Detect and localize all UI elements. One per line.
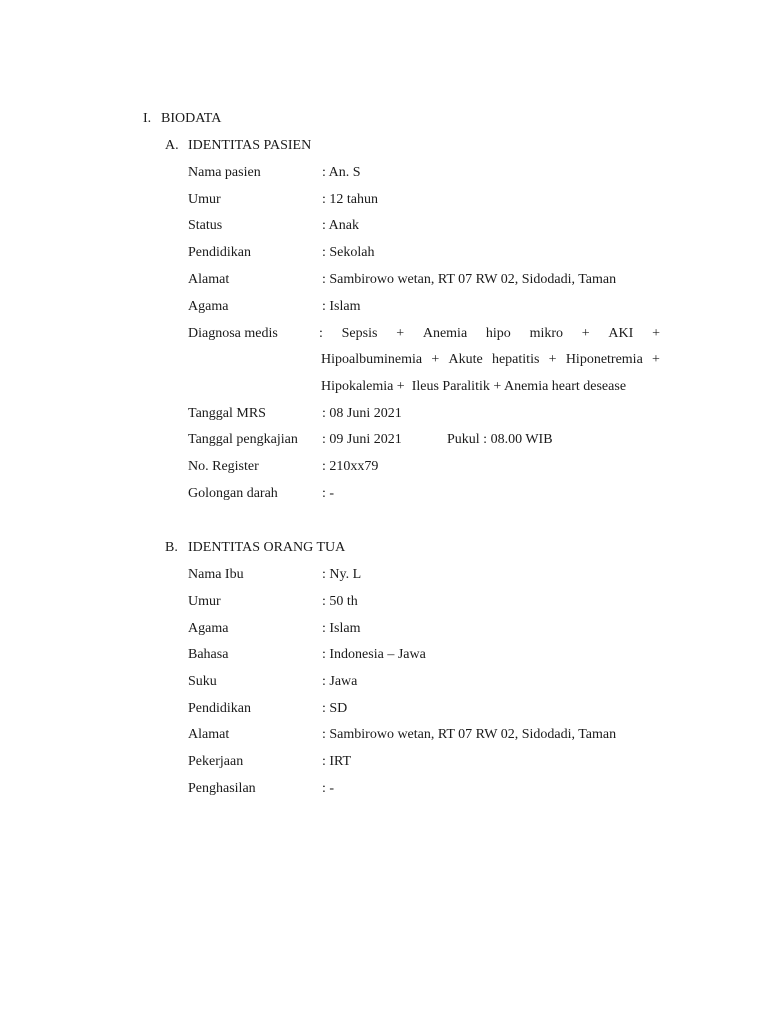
field-label: No. Register [188, 459, 259, 474]
field-label: Penghasilan [188, 781, 256, 796]
parent-row-umur [188, 593, 668, 611]
field-value: : Sekolah [322, 245, 375, 260]
patient-row-nama [188, 164, 668, 182]
field-label: Bahasa [188, 647, 229, 662]
subsection-b-title: IDENTITAS ORANG TUA [188, 540, 346, 555]
field-value: : 210xx79 [322, 459, 379, 474]
field-value: : - [322, 486, 335, 501]
field-value: : Sambirowo wetan, RT 07 RW 02, Sidodadi, Taman [322, 272, 617, 287]
parent-row-pendidikan [188, 700, 668, 718]
diagnosis-word: Anemia [422, 326, 468, 341]
subsection-a-title: IDENTITAS PASIEN [188, 138, 312, 153]
field-value: : Indonesia – Jawa [322, 647, 426, 662]
section-number: I. [143, 111, 152, 126]
field-value: : 08 Juni 2021 [322, 406, 402, 421]
field-value: : Islam [322, 299, 361, 314]
field-label: Status [188, 218, 223, 233]
field-value: : Anak [322, 218, 359, 233]
field-label: Alamat [188, 272, 230, 287]
field-value: : 12 tahun [322, 192, 378, 207]
patient-row-golongan-darah [188, 485, 668, 503]
diagnosis-word: mikro [529, 326, 564, 341]
field-value: : - [322, 781, 335, 796]
field-label: Tanggal pengkajian [188, 432, 298, 447]
patient-row-alamat [188, 271, 668, 289]
subsection-a-letter: A. [165, 138, 179, 153]
field-label: Umur [188, 192, 221, 207]
field-value: : Islam [322, 621, 361, 636]
diagnosis-line-3: Hipokalemia + Ileus Paralitik + Anemia heart desease [321, 379, 627, 394]
diagnosis-word: hipo [485, 326, 511, 341]
diagnosis-word: AKI [608, 326, 634, 341]
field-label: Agama [188, 299, 229, 314]
diagnosis-word: + [581, 326, 590, 341]
field-value: : Sambirowo wetan, RT 07 RW 02, Sidodadi, Taman [322, 727, 617, 742]
diagnosis-line-2 [321, 351, 660, 369]
parent-row-bahasa [188, 646, 668, 664]
diagnosis-word: + [652, 352, 660, 367]
parent-row-pekerjaan [188, 753, 668, 771]
diagnosis-word: + [396, 326, 405, 341]
field-label: Pekerjaan [188, 754, 244, 769]
diagnosis-word: Hiponetremia [565, 352, 643, 367]
diagnosis-label: Diagnosa medis [188, 326, 278, 341]
diagnosis-word: Hipoalbuminemia [321, 352, 423, 367]
field-label: Golongan darah [188, 486, 278, 501]
field-value: : Ny. L [322, 567, 362, 582]
patient-row-pendidikan [188, 244, 668, 262]
patient-row-register [188, 458, 668, 476]
field-label: Nama Ibu [188, 567, 244, 582]
diagnosis-word: + [652, 326, 660, 341]
patient-row-umur [188, 191, 668, 209]
field-label: Umur [188, 594, 221, 609]
field-label: Agama [188, 621, 229, 636]
parent-row-nama-ibu [188, 566, 668, 584]
time-value: Pukul : 08.00 WIB [447, 432, 553, 447]
patient-row-agama [188, 298, 668, 316]
field-label: Alamat [188, 727, 230, 742]
diagnosis-word: + [548, 352, 557, 367]
field-label: Tanggal MRS [188, 406, 266, 421]
parent-row-penghasilan [188, 780, 668, 798]
section-title: BIODATA [161, 111, 222, 126]
field-value: : An. S [322, 165, 361, 180]
patient-row-status [188, 217, 668, 235]
diagnosis-word: hepatitis [491, 352, 540, 367]
patient-row-tanggal-pengkajian [188, 431, 668, 449]
field-value: : 50 th [322, 594, 358, 609]
field-label: Suku [188, 674, 217, 689]
parent-row-agama [188, 620, 668, 638]
subsection-b-letter: B. [165, 540, 178, 555]
patient-row-tanggal-mrs [188, 405, 668, 423]
diagnosis-word: Sepsis [341, 326, 378, 341]
field-label: Pendidikan [188, 245, 251, 260]
field-value: : Jawa [322, 674, 358, 689]
field-label: Nama pasien [188, 165, 261, 180]
diagnosis-word: : [319, 326, 323, 341]
field-value: : 09 Juni 2021 [322, 432, 402, 447]
parent-row-alamat [188, 726, 668, 744]
parent-row-suku [188, 673, 668, 691]
field-value: : SD [322, 701, 348, 716]
diagnosis-word: Akute [448, 352, 483, 367]
diagnosis-word: + [431, 352, 440, 367]
field-value: : IRT [322, 754, 352, 769]
field-label: Pendidikan [188, 701, 251, 716]
diagnosis-line-1 [319, 325, 660, 343]
